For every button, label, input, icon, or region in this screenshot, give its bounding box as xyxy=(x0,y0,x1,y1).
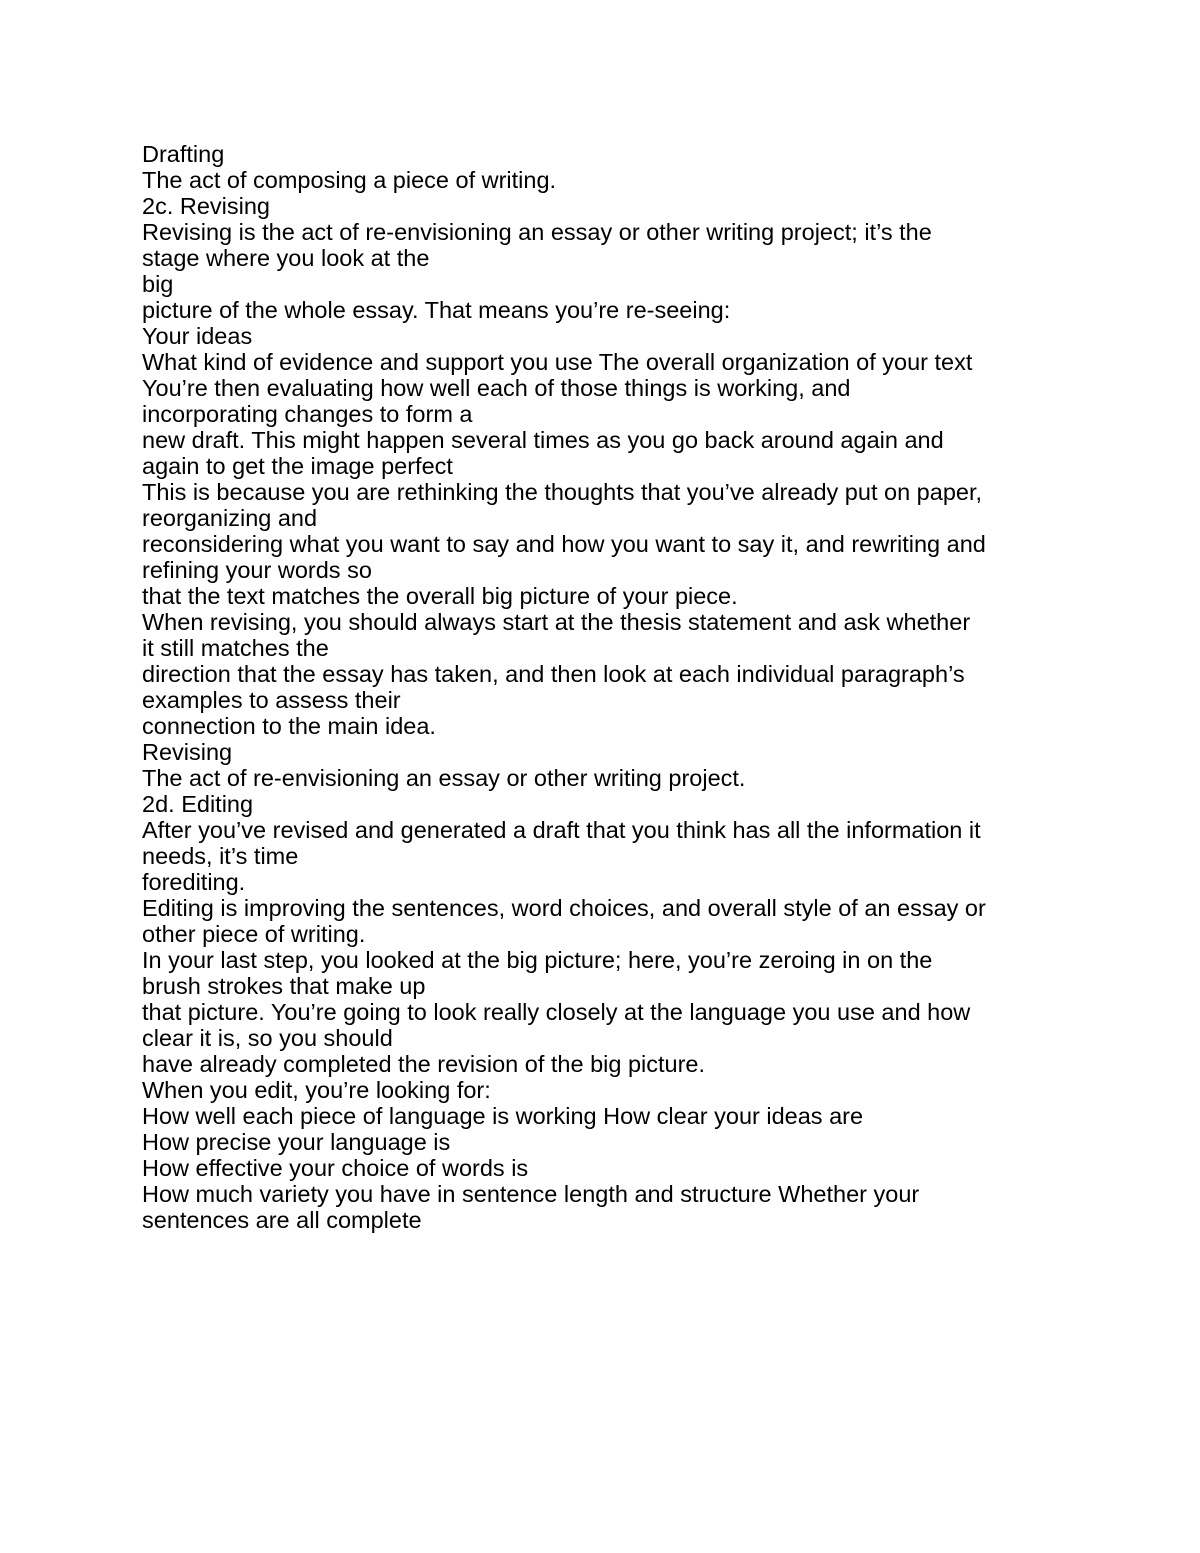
text-line: In your last step, you looked at the big picture; here, you’re zeroing in on the xyxy=(142,947,933,973)
text-line: again to get the image perfect xyxy=(142,453,453,479)
heading-drafting: Drafting xyxy=(142,141,225,167)
text-line: that the text matches the overall big picture of your piece. xyxy=(142,583,738,609)
text-line: stage where you look at the xyxy=(142,245,430,271)
text-line: direction that the essay has taken, and then look at each individual paragraph’s xyxy=(142,661,965,687)
text-line: big xyxy=(142,271,174,297)
list-item: How effective your choice of words is xyxy=(142,1155,529,1181)
text-line: that picture. You’re going to look really closely at the language you use and how xyxy=(142,999,971,1025)
text-line: You’re then evaluating how well each of those things is working, and xyxy=(142,375,851,401)
list-item: How well each piece of language is working How clear your ideas are xyxy=(142,1103,864,1129)
text-line: needs, it’s time xyxy=(142,843,299,869)
document-page xyxy=(142,141,1142,1233)
text-line: When revising, you should always start at the thesis statement and ask whether xyxy=(142,609,971,635)
text-line: Revising is the act of re-envisioning an essay or other writing project; it’s the xyxy=(142,219,932,245)
text-line: reorganizing and xyxy=(142,505,318,531)
text-line: it still matches the xyxy=(142,635,329,661)
text-line: This is because you are rethinking the thoughts that you’ve already put on paper, xyxy=(142,479,983,505)
text-line: Editing is improving the sentences, word choices, and overall style of an essay or xyxy=(142,895,986,921)
text-line: examples to assess their xyxy=(142,687,401,713)
list-item: How precise your language is xyxy=(142,1129,451,1155)
list-item: sentences are all complete xyxy=(142,1207,422,1233)
text-line: reconsidering what you want to say and how you want to say it, and rewriting and xyxy=(142,531,986,557)
heading-2d-editing: 2d. Editing xyxy=(142,791,254,817)
text-line: What kind of evidence and support you use The overall organization of your text xyxy=(142,349,973,375)
text-line: When you edit, you’re looking for: xyxy=(142,1077,491,1103)
text-line: picture of the whole essay. That means you’re re-seeing: xyxy=(142,297,731,323)
list-item: How much variety you have in sentence length and structure Whether your xyxy=(142,1181,920,1207)
text-line: other piece of writing. xyxy=(142,921,366,947)
text-line: forediting. xyxy=(142,869,246,895)
text-line: connection to the main idea. xyxy=(142,713,436,739)
text-line: have already completed the revision of the big picture. xyxy=(142,1051,706,1077)
text-line: The act of composing a piece of writing. xyxy=(142,167,557,193)
text-line: Your ideas xyxy=(142,323,253,349)
text-line: incorporating changes to form a xyxy=(142,401,473,427)
text-line: clear it is, so you should xyxy=(142,1025,393,1051)
heading-revising: Revising xyxy=(142,739,233,765)
text-line: The act of re-envisioning an essay or other writing project. xyxy=(142,765,746,791)
text-line: refining your words so xyxy=(142,557,372,583)
text-line: new draft. This might happen several times as you go back around again and xyxy=(142,427,944,453)
heading-2c-revising: 2c. Revising xyxy=(142,193,270,219)
text-line: brush strokes that make up xyxy=(142,973,426,999)
text-line: After you’ve revised and generated a draft that you think has all the information it xyxy=(142,817,981,843)
